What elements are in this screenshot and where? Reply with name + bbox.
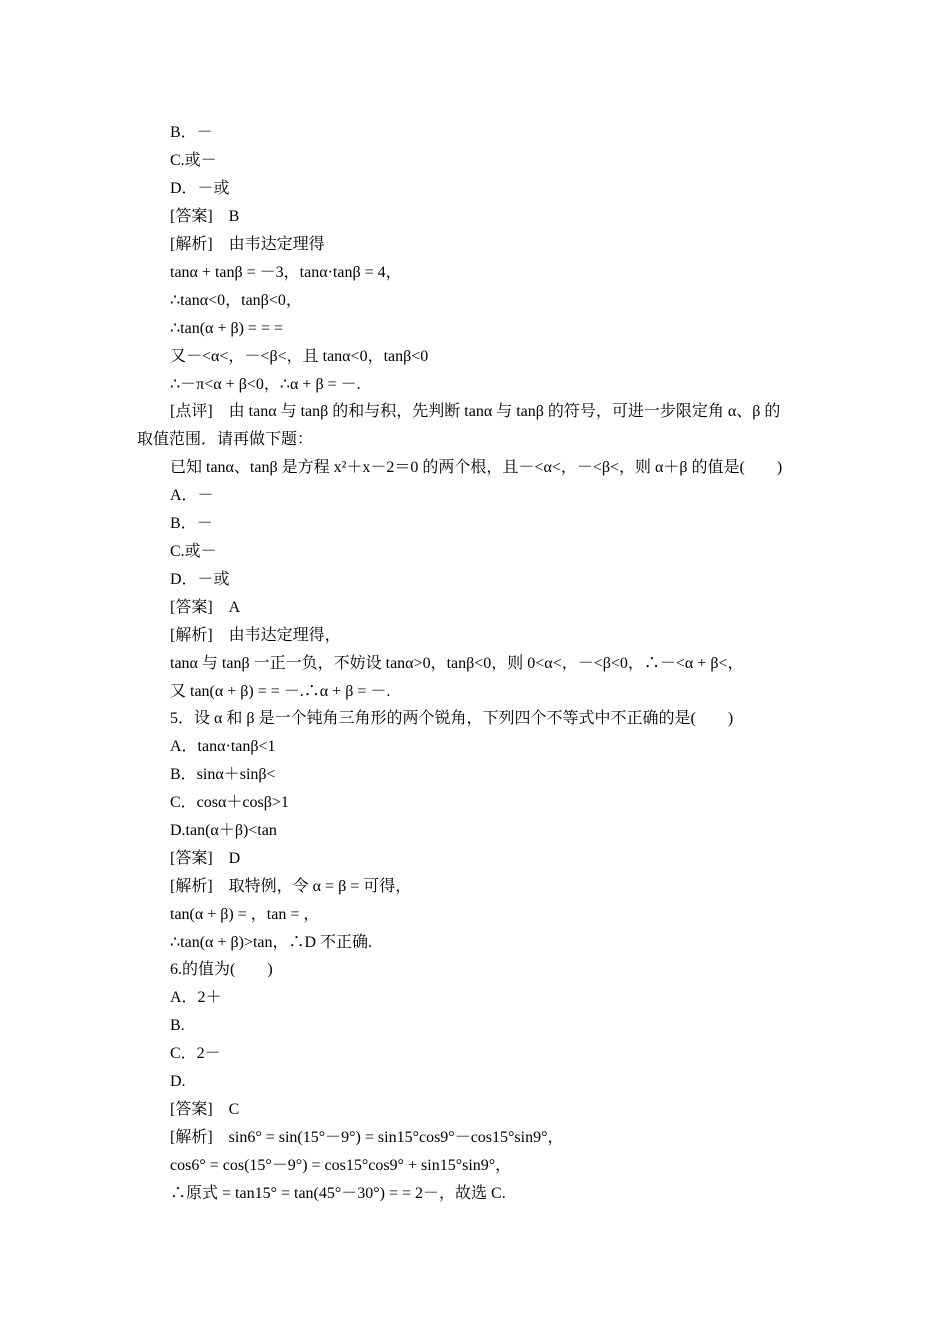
option-d-line: D．－或 bbox=[170, 571, 230, 588]
solution-line: tanα + tanβ = －3，tanα·tanβ = 4， bbox=[170, 264, 402, 281]
option-c-line: C．2－ bbox=[170, 1045, 221, 1062]
solution-line: ∴原式 = tan15° = tan(45°－30°) = = 2－，故选 C. bbox=[170, 1185, 506, 1202]
solution-line: ∴tanα<0，tanβ<0， bbox=[170, 292, 302, 309]
option-c-line: C．cosα＋cosβ>1 bbox=[170, 794, 289, 811]
option-d-line: D．－或 bbox=[170, 180, 230, 197]
answer-line: [答案] B bbox=[170, 208, 240, 225]
question-line: 已知 tanα、tanβ 是方程 x²＋x－2＝0 的两个根，且－<α<，－<β<，则 α＋β 的值是( ) bbox=[170, 459, 783, 476]
analysis-line: [解析] sin6° = sin(15°－9°) = sin15°cos9°－cos15°sin9°， bbox=[170, 1129, 564, 1146]
question-5-line: 5．设 α 和 β 是一个钝角三角形的两个锐角，下列四个不等式中不正确的是( ) bbox=[170, 710, 734, 727]
solution-line: tan(α + β) = ，tan = ， bbox=[170, 906, 320, 923]
option-d-line: D.tan(α＋β)<tan bbox=[170, 822, 277, 839]
comment-line: [点评] 由 tanα 与 tanβ 的和与积，先判断 tanα 与 tanβ 的符号，可进一步限定角 α、β 的 bbox=[170, 403, 781, 420]
solution-line: ∴tan(α + β)>tan，∴D 不正确. bbox=[170, 934, 373, 951]
solution-line: 又－<α<，－<β<，且 tanα<0，tanβ<0 bbox=[170, 348, 429, 365]
option-a-line: A．tanα·tanβ<1 bbox=[170, 738, 276, 755]
answer-line: [答案] C bbox=[170, 1101, 240, 1118]
option-a-line: A．2＋ bbox=[170, 989, 222, 1006]
option-c-line: C.或－ bbox=[170, 543, 217, 560]
solution-line: ∴－π<α + β<0，∴α + β = －. bbox=[170, 376, 361, 393]
analysis-line: [解析] 取特例，令 α = β = 可得， bbox=[170, 878, 412, 895]
question-6-line: 6.的值为( ) bbox=[170, 961, 273, 978]
option-d-line: D. bbox=[170, 1073, 186, 1090]
answer-line: [答案] A bbox=[170, 599, 241, 616]
option-a-line: A．－ bbox=[170, 487, 214, 504]
analysis-line: [解析] 由韦达定理得 bbox=[170, 236, 325, 253]
solution-line: cos6° = cos(15°－9°) = cos15°cos9° + sin15°sin9°， bbox=[170, 1157, 512, 1174]
option-b-line: B．sinα＋sinβ< bbox=[170, 766, 276, 783]
solution-line: tanα 与 tanβ 一正一负，不妨设 tanα>0，tanβ<0，则 0<α<，－<β<0，∴－<α + β<， bbox=[170, 655, 744, 672]
option-b-line: B．－ bbox=[170, 124, 213, 141]
solution-line: ∴tan(α + β) = = = bbox=[170, 320, 283, 337]
option-b-line: B. bbox=[170, 1017, 185, 1034]
comment-line-continued: 取值范围．请再做下题： bbox=[137, 431, 314, 448]
option-b-line: B．－ bbox=[170, 515, 213, 532]
solution-line: 又 tan(α + β) = = －.∴α + β = －. bbox=[170, 683, 391, 700]
option-c-line: C.或－ bbox=[170, 152, 217, 169]
analysis-line: [解析] 由韦达定理得， bbox=[170, 627, 341, 644]
answer-line: [答案] D bbox=[170, 850, 241, 867]
